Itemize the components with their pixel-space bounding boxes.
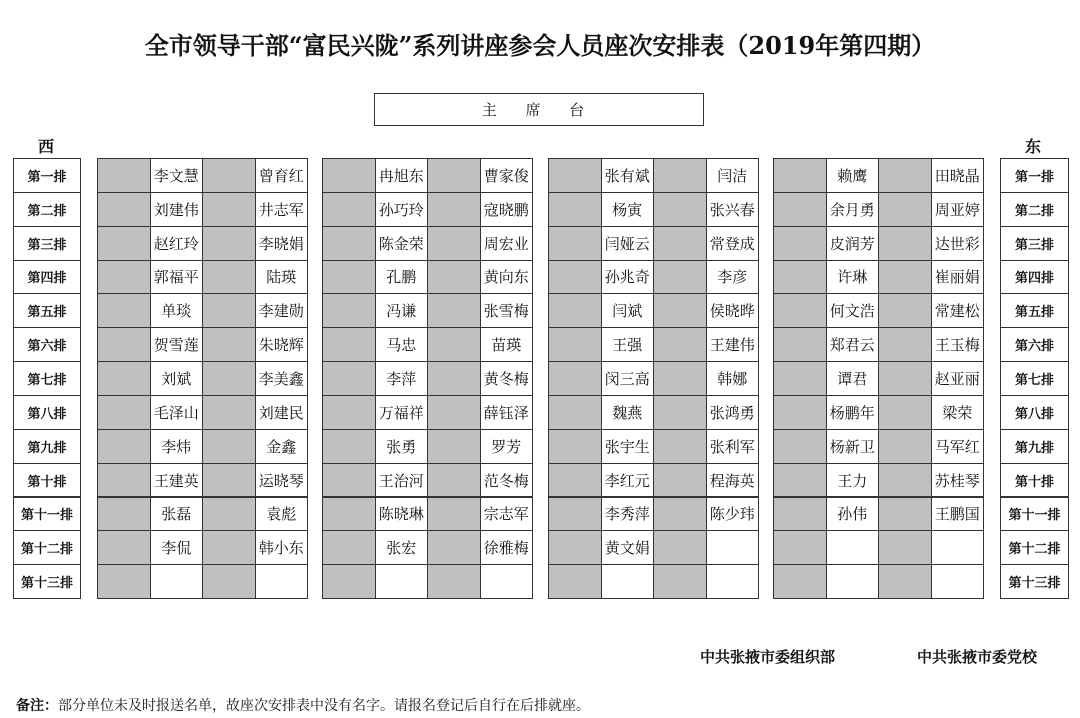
seat-empty-gray <box>773 395 827 430</box>
seat-empty-gray <box>427 530 481 565</box>
seat-name: 井志军 <box>255 192 309 227</box>
footnote <box>16 695 590 715</box>
seat-empty-gray <box>427 395 481 430</box>
row-label-left: 第六排 <box>13 327 81 362</box>
row-label-right: 第三排 <box>1000 226 1069 261</box>
seat-name: 王鹏国 <box>931 497 985 532</box>
row-label-right: 第八排 <box>1000 395 1069 430</box>
seat-empty-gray <box>322 361 376 396</box>
seat-empty-gray <box>97 361 151 396</box>
seat-name: 范冬梅 <box>480 463 534 498</box>
seat-name <box>150 564 204 599</box>
seat-empty-gray <box>653 226 707 261</box>
seat-empty-gray <box>548 327 602 362</box>
seat-empty-gray <box>97 530 151 565</box>
seat-empty-gray <box>878 429 932 464</box>
seat-name: 梁荣 <box>931 395 985 430</box>
seat-name: 孔鹏 <box>375 260 429 295</box>
seat-name: 刘斌 <box>150 361 204 396</box>
seat-empty-gray <box>773 260 827 295</box>
seat-empty-gray <box>427 463 481 498</box>
seat-name: 刘建伟 <box>150 192 204 227</box>
seat-empty-gray <box>773 497 827 532</box>
seat-name: 马忠 <box>375 327 429 362</box>
seat-name: 李红元 <box>601 463 655 498</box>
seat-name <box>931 564 985 599</box>
seat-name: 杨寅 <box>601 192 655 227</box>
seat-name: 刘建民 <box>255 395 309 430</box>
seat-name: 曹家俊 <box>480 158 534 193</box>
seat-empty-gray <box>322 530 376 565</box>
row-label-right: 第十三排 <box>1000 564 1069 599</box>
seat-empty-gray <box>322 327 376 362</box>
seat-empty-gray <box>878 327 932 362</box>
seat-empty-gray <box>653 293 707 328</box>
seat-name: 罗芳 <box>480 429 534 464</box>
seat-name: 张兴春 <box>706 192 760 227</box>
row-label-right: 第七排 <box>1000 361 1069 396</box>
seat-empty-gray <box>97 226 151 261</box>
row-label-left: 第九排 <box>13 429 81 464</box>
row-label-right: 第十二排 <box>1000 530 1069 565</box>
seat-empty-gray <box>773 361 827 396</box>
seat-name: 冉旭东 <box>375 158 429 193</box>
seat-empty-gray <box>322 158 376 193</box>
seat-name: 张有斌 <box>601 158 655 193</box>
seat-empty-gray <box>773 530 827 565</box>
seat-name: 常登成 <box>706 226 760 261</box>
seat-empty-gray <box>427 260 481 295</box>
seat-name: 闫娅云 <box>601 226 655 261</box>
row-label-right: 第六排 <box>1000 327 1069 362</box>
seat-name: 贺雪莲 <box>150 327 204 362</box>
seat-name: 李侃 <box>150 530 204 565</box>
seat-name: 李美鑫 <box>255 361 309 396</box>
seat-empty-gray <box>202 158 256 193</box>
seat-empty-gray <box>548 293 602 328</box>
seat-empty-gray <box>427 158 481 193</box>
seat-empty-gray <box>653 429 707 464</box>
seat-empty-gray <box>548 463 602 498</box>
seat-empty-gray <box>427 429 481 464</box>
seat-empty-gray <box>773 327 827 362</box>
seat-name: 王力 <box>826 463 880 498</box>
seat-empty-gray <box>202 429 256 464</box>
seat-empty-gray <box>548 497 602 532</box>
seat-name: 张利军 <box>706 429 760 464</box>
seat-name <box>826 564 880 599</box>
seat-name <box>255 564 309 599</box>
seat-name: 张磊 <box>150 497 204 532</box>
seat-name: 田晓晶 <box>931 158 985 193</box>
seat-empty-gray <box>878 361 932 396</box>
seat-name: 杨鹏年 <box>826 395 880 430</box>
seat-empty-gray <box>773 192 827 227</box>
seat-empty-gray <box>97 429 151 464</box>
seat-name: 周宏业 <box>480 226 534 261</box>
seat-empty-gray <box>427 226 481 261</box>
seat-name: 李建勋 <box>255 293 309 328</box>
seat-name: 万福祥 <box>375 395 429 430</box>
seat-empty-gray <box>97 497 151 532</box>
seat-empty-gray <box>548 260 602 295</box>
seat-empty-gray <box>653 395 707 430</box>
seat-empty-gray <box>202 395 256 430</box>
seat-name: 张鸿勇 <box>706 395 760 430</box>
seat-name: 孙兆奇 <box>601 260 655 295</box>
seat-name: 余月勇 <box>826 192 880 227</box>
row-label-left: 第三排 <box>13 226 81 261</box>
seat-name: 宗志军 <box>480 497 534 532</box>
seat-empty-gray <box>202 463 256 498</box>
seat-empty-gray <box>548 530 602 565</box>
row-label-left: 第四排 <box>13 260 81 295</box>
seat-name: 郭福平 <box>150 260 204 295</box>
seat-name: 闫洁 <box>706 158 760 193</box>
seat-name: 皮润芳 <box>826 226 880 261</box>
seat-name <box>931 530 985 565</box>
seat-empty-gray <box>773 293 827 328</box>
seat-empty-gray <box>97 395 151 430</box>
seat-name: 孙巧玲 <box>375 192 429 227</box>
seat-empty-gray <box>653 327 707 362</box>
seat-name: 李文慧 <box>150 158 204 193</box>
seat-name: 陆瑛 <box>255 260 309 295</box>
seat-name: 张勇 <box>375 429 429 464</box>
seat-name: 闵三高 <box>601 361 655 396</box>
east-label: 东 <box>1025 137 1042 156</box>
seat-empty-gray <box>548 564 602 599</box>
seat-name: 毛泽山 <box>150 395 204 430</box>
seat-name: 韩小东 <box>255 530 309 565</box>
row-label-left: 第十三排 <box>13 564 81 599</box>
seat-empty-gray <box>202 192 256 227</box>
row-label-right: 第十一排 <box>1000 497 1069 532</box>
seat-empty-gray <box>322 497 376 532</box>
seat-empty-gray <box>202 226 256 261</box>
seat-name: 达世彩 <box>931 226 985 261</box>
seat-name <box>706 530 760 565</box>
seat-empty-gray <box>322 463 376 498</box>
seat-empty-gray <box>322 395 376 430</box>
seat-name: 冯谦 <box>375 293 429 328</box>
row-label-right: 第二排 <box>1000 192 1069 227</box>
seat-name: 王治河 <box>375 463 429 498</box>
seat-empty-gray <box>97 192 151 227</box>
seat-name: 韩娜 <box>706 361 760 396</box>
seat-empty-gray <box>878 463 932 498</box>
row-label-right: 第九排 <box>1000 429 1069 464</box>
seat-empty-gray <box>97 260 151 295</box>
seat-name: 孙伟 <box>826 497 880 532</box>
seat-empty-gray <box>773 564 827 599</box>
seat-empty-gray <box>653 192 707 227</box>
seat-name: 张宏 <box>375 530 429 565</box>
seat-empty-gray <box>773 158 827 193</box>
seat-name: 侯晓晔 <box>706 293 760 328</box>
seat-name: 陈晓琳 <box>375 497 429 532</box>
row-label-left: 第八排 <box>13 395 81 430</box>
seat-empty-gray <box>878 293 932 328</box>
seat-empty-gray <box>548 158 602 193</box>
seat-name: 王玉梅 <box>931 327 985 362</box>
seat-name: 魏燕 <box>601 395 655 430</box>
seat-empty-gray <box>653 530 707 565</box>
seat-name: 金鑫 <box>255 429 309 464</box>
row-label-left: 第一排 <box>13 158 81 193</box>
seat-empty-gray <box>773 226 827 261</box>
seat-empty-gray <box>878 497 932 532</box>
seat-name: 李彦 <box>706 260 760 295</box>
seat-empty-gray <box>878 395 932 430</box>
seat-empty-gray <box>202 564 256 599</box>
seat-name <box>826 530 880 565</box>
seat-name <box>601 564 655 599</box>
signature-party-school: 中共张掖市委党校 <box>917 648 1038 666</box>
seat-empty-gray <box>97 158 151 193</box>
seat-name: 陈少玮 <box>706 497 760 532</box>
seat-name: 赵红玲 <box>150 226 204 261</box>
seat-name: 苗瑛 <box>480 327 534 362</box>
seat-empty-gray <box>878 564 932 599</box>
seat-empty-gray <box>202 497 256 532</box>
seat-name: 苏桂琴 <box>931 463 985 498</box>
seat-name: 赖鹰 <box>826 158 880 193</box>
seat-name: 薛钰泽 <box>480 395 534 430</box>
seat-name <box>706 564 760 599</box>
seat-empty-gray <box>878 530 932 565</box>
seat-name: 许琳 <box>826 260 880 295</box>
seat-empty-gray <box>97 463 151 498</box>
page-title: 全市领导干部“富民兴陇”系列讲座参会人员座次安排表（2019年第四期） <box>144 31 936 60</box>
seat-name: 郑君云 <box>826 327 880 362</box>
seat-name: 李炜 <box>150 429 204 464</box>
seat-empty-gray <box>202 293 256 328</box>
seat-name: 袁彪 <box>255 497 309 532</box>
seat-empty-gray <box>202 530 256 565</box>
seat-name: 陈金荣 <box>375 226 429 261</box>
seat-empty-gray <box>548 226 602 261</box>
seat-empty-gray <box>773 463 827 498</box>
seat-name: 朱晓辉 <box>255 327 309 362</box>
row-label-left: 第七排 <box>13 361 81 396</box>
seat-name: 张宇生 <box>601 429 655 464</box>
seat-name: 何文浩 <box>826 293 880 328</box>
seat-name: 杨新卫 <box>826 429 880 464</box>
seat-name: 黄文娟 <box>601 530 655 565</box>
seat-name: 王建伟 <box>706 327 760 362</box>
seat-empty-gray <box>97 293 151 328</box>
seat-empty-gray <box>322 192 376 227</box>
seat-name: 徐雅梅 <box>480 530 534 565</box>
seat-empty-gray <box>548 192 602 227</box>
seat-empty-gray <box>878 260 932 295</box>
seat-empty-gray <box>97 327 151 362</box>
note-text: 部分单位未及时报送名单，故座次安排表中没有名字。请报名登记后自行在后排就座。 <box>58 698 590 714</box>
seat-empty-gray <box>322 429 376 464</box>
seat-name <box>480 564 534 599</box>
seat-name: 李秀萍 <box>601 497 655 532</box>
west-label: 西 <box>38 137 55 156</box>
seat-name: 李萍 <box>375 361 429 396</box>
row-label-left: 第十排 <box>13 463 81 498</box>
note-label: 备注： <box>16 698 58 714</box>
row-label-left: 第十二排 <box>13 530 81 565</box>
seat-name <box>375 564 429 599</box>
seat-empty-gray <box>653 564 707 599</box>
podium-label: 主 席 台 <box>374 93 704 126</box>
seat-empty-gray <box>97 564 151 599</box>
seat-name: 张雪梅 <box>480 293 534 328</box>
seat-empty-gray <box>878 192 932 227</box>
seat-empty-gray <box>653 497 707 532</box>
seat-empty-gray <box>653 463 707 498</box>
seat-name: 曾育红 <box>255 158 309 193</box>
seat-name: 马军红 <box>931 429 985 464</box>
row-label-right: 第四排 <box>1000 260 1069 295</box>
seat-empty-gray <box>427 293 481 328</box>
seat-empty-gray <box>548 361 602 396</box>
seat-name: 程海英 <box>706 463 760 498</box>
row-label-right: 第十排 <box>1000 463 1069 498</box>
seat-empty-gray <box>773 429 827 464</box>
seat-empty-gray <box>202 361 256 396</box>
seat-empty-gray <box>427 327 481 362</box>
seat-name: 王建英 <box>150 463 204 498</box>
seat-name: 李晓娟 <box>255 226 309 261</box>
seat-empty-gray <box>427 192 481 227</box>
row-label-left: 第五排 <box>13 293 81 328</box>
seat-empty-gray <box>202 327 256 362</box>
seat-name: 赵亚丽 <box>931 361 985 396</box>
seat-name: 运晓琴 <box>255 463 309 498</box>
seat-name: 黄冬梅 <box>480 361 534 396</box>
seat-empty-gray <box>427 361 481 396</box>
seat-name: 崔丽娟 <box>931 260 985 295</box>
seat-empty-gray <box>322 260 376 295</box>
seat-empty-gray <box>548 429 602 464</box>
row-label-right: 第一排 <box>1000 158 1069 193</box>
seat-name: 闫斌 <box>601 293 655 328</box>
row-label-right: 第五排 <box>1000 293 1069 328</box>
seat-empty-gray <box>653 361 707 396</box>
row-label-left: 第二排 <box>13 192 81 227</box>
seat-name: 谭君 <box>826 361 880 396</box>
seat-name: 寇晓鹏 <box>480 192 534 227</box>
seat-name: 王强 <box>601 327 655 362</box>
seat-empty-gray <box>878 226 932 261</box>
seat-name: 常建松 <box>931 293 985 328</box>
seat-name: 周亚婷 <box>931 192 985 227</box>
seat-empty-gray <box>427 497 481 532</box>
seat-empty-gray <box>878 158 932 193</box>
row-label-left: 第十一排 <box>13 497 81 532</box>
seat-empty-gray <box>653 158 707 193</box>
seat-name: 黄向东 <box>480 260 534 295</box>
seat-empty-gray <box>427 564 481 599</box>
seat-empty-gray <box>202 260 256 295</box>
seat-empty-gray <box>548 395 602 430</box>
seat-empty-gray <box>322 564 376 599</box>
signature-organization-dept: 中共张掖市委组织部 <box>700 648 836 666</box>
seat-empty-gray <box>322 226 376 261</box>
seat-empty-gray <box>322 293 376 328</box>
seat-name: 单琰 <box>150 293 204 328</box>
seat-empty-gray <box>653 260 707 295</box>
